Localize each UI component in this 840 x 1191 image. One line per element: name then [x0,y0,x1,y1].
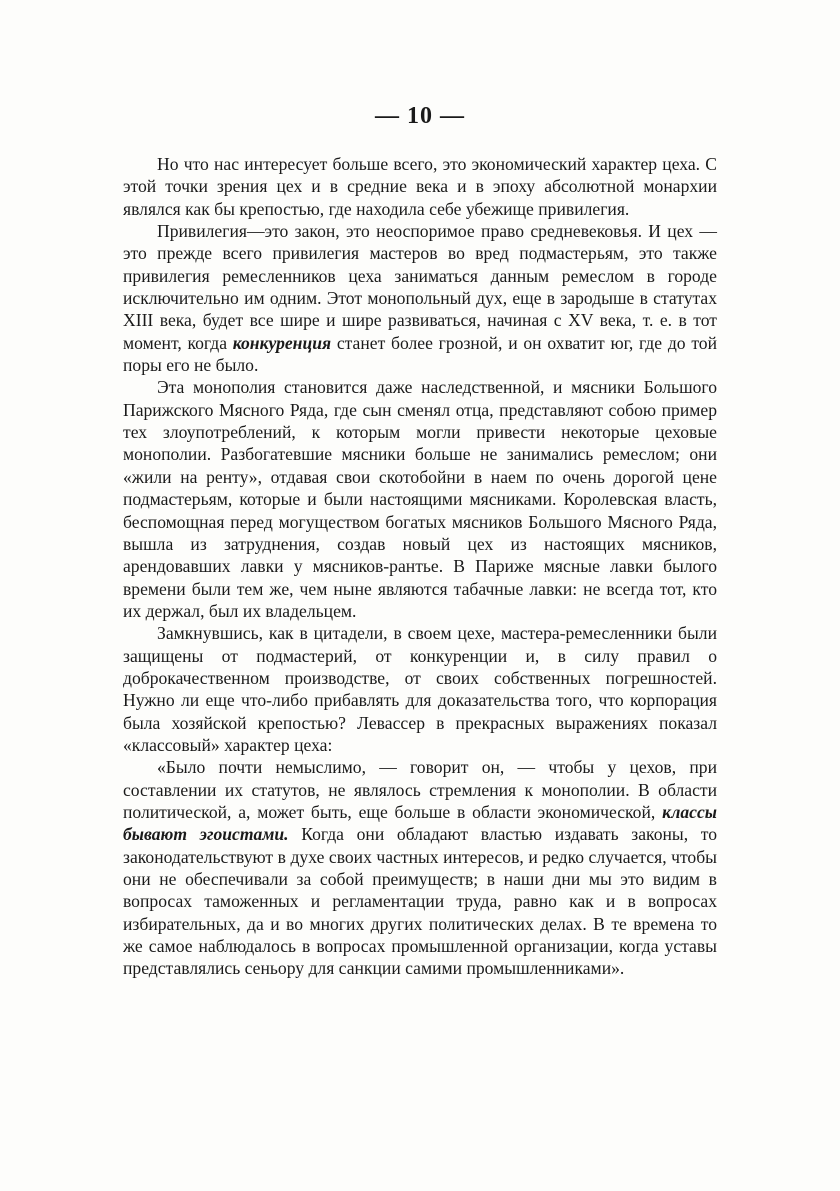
paragraph-text: Привилегия—это закон, это неоспоримое право средневековья. И цех — это прежде всего привилегия мастеров во вред подмастерьям, это также привилегия ремесленников цеха заниматься данным ремеслом в городе исключительно им одним. Этот монопольный дух, еще в зародыше в статутах XIII века, будет все шире и шире развиваться, начиная с XV века, т. е. в тот момент, когда [123,221,717,353]
body-text [123,153,717,980]
paragraph [123,376,717,622]
paragraph-text: Но что нас интересует больше всего, это экономический характер цеха. С этой точки зрения цех и в средние века и в эпоху абсолютной монархии являлся как бы крепостью, где находила себе убежище привилегия. [123,154,717,219]
paragraph-text: Эта монополия становится даже наследственной, и мясники Большого Парижского Мясного Ряда, где сын сменял отца, представляют собою пример тех злоупотреблений, к которым могли привести некоторые цеховые монополии. Разбогатевшие мясники больше не занимались ремеслом; они «жили на ренту», отдавая свои скотобойни в наем по очень дорогой цене подмастерьям, которые и были настоящими мясниками. Королевская власть, беспомощная перед могуществом богатых мясников Большого Мясного Ряда, вышла из затруднения, создав новый цех из настоящих мясников, арендовавших лавки у мясников-рантье. В Париже мясные лавки былого времени были тем же, чем ныне являются табачные лавки: не всегда тот, кто их держал, был их владельцем. [123,377,717,621]
paragraph [123,220,717,376]
paragraph [123,622,717,756]
paragraph [123,153,717,220]
paragraph [123,756,717,979]
paragraph-text: станет более грозной, и он охватит юг, где до той поры его не было. [123,332,717,376]
page-number: — 10 — [375,103,465,129]
paragraph-text: «Было почти немыслимо, — говорит он, — чтобы у цехов, при составлении их статутов, не являлось стремления к монополии. В области политической, а, может быть, еще больше в области экономической, [123,757,717,822]
paragraph-text: Когда они обладают властью издавать законы, то законодательствуют в духе своих частных интересов, и редко случается, чтобы они не обеспечивали за собой преимуществ; в наши дни мы это видим в вопросах таможенных и регламентации труда, равно как и в вопросах избирательных, да и во многих других политических делах. В те времена то же самое наблюдалось в вопросах промышленной организации, когда уставы представлялись сеньору для санкции самими промышленниками». [123,824,718,979]
paragraph-text: Замкнувшись, как в цитадели, в своем цехе, мастера-ремесленники были защищены от подмастерий, от конкуренции и, в силу правил о доброкачественном производстве, от своих собственных погрешностей. Нужно ли еще что-либо прибавлять для доказательства того, что корпорация была хозяйской крепостью? Левассер в прекрасных выражениях показал «классовый» характер цеха: [123,623,717,755]
emphasized-text: классы бывают эгоистами. [123,801,717,845]
emphasized-text: конкуренция [232,332,332,353]
